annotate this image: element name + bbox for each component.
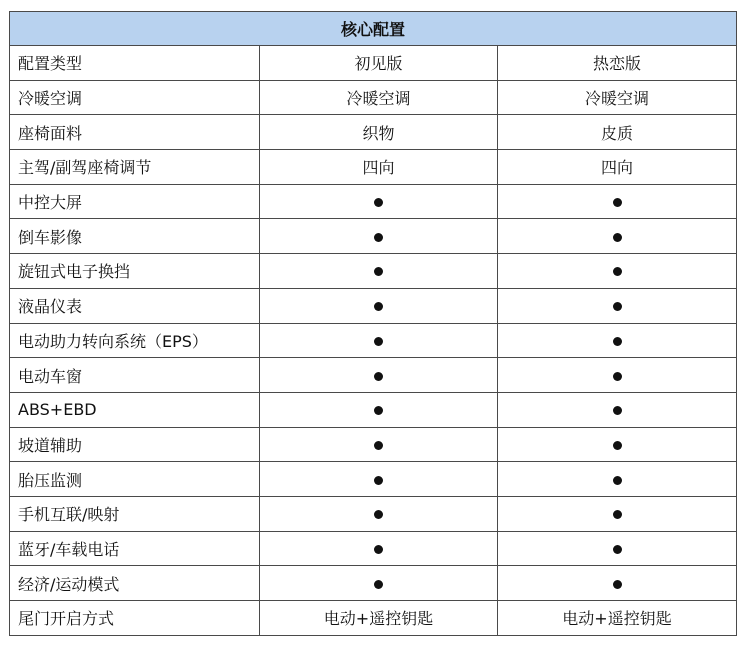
table-row: [10, 392, 737, 427]
value-relian: [498, 358, 737, 393]
included-dot-icon: [613, 510, 622, 519]
feature-name: 经济/运动模式: [10, 566, 260, 601]
table-body: [10, 46, 737, 636]
feature-name: 旋钮式电子换挡: [10, 254, 260, 289]
included-dot-icon: [374, 510, 383, 519]
included-dot-icon: [613, 302, 622, 311]
value-chujian: [260, 392, 498, 427]
included-dot-icon: [613, 337, 622, 346]
included-dot-icon: [374, 545, 383, 554]
value-relian: [498, 566, 737, 601]
feature-name: ABS+EBD: [10, 392, 260, 427]
value-chujian: 冷暖空调: [260, 80, 498, 115]
included-dot-icon: [374, 198, 383, 207]
value-chujian: [260, 219, 498, 254]
value-relian: [498, 531, 737, 566]
included-dot-icon: [613, 406, 622, 415]
core-config-table: [9, 11, 737, 636]
value-relian: [498, 323, 737, 358]
value-chujian: [260, 427, 498, 462]
included-dot-icon: [613, 441, 622, 450]
feature-name: 电动助力转向系统（EPS）: [10, 323, 260, 358]
value-relian: [498, 427, 737, 462]
included-dot-icon: [374, 302, 383, 311]
table-row: [10, 566, 737, 601]
feature-name: 坡道辅助: [10, 427, 260, 462]
table-row: [10, 288, 737, 323]
table-row: [10, 531, 737, 566]
feature-name: 胎压监测: [10, 462, 260, 497]
table-title: 核心配置: [10, 12, 737, 46]
table-row: [10, 254, 737, 289]
table-row: [10, 219, 737, 254]
feature-name: 电动车窗: [10, 358, 260, 393]
table-header-row: [10, 12, 737, 46]
included-dot-icon: [374, 233, 383, 242]
value-chujian: 初见版: [260, 46, 498, 81]
included-dot-icon: [374, 372, 383, 381]
table-row: [10, 462, 737, 497]
table-row: [10, 358, 737, 393]
value-relian: 冷暖空调: [498, 80, 737, 115]
feature-name: 倒车影像: [10, 219, 260, 254]
value-chujian: 四向: [260, 150, 498, 185]
included-dot-icon: [374, 580, 383, 589]
table-row: [10, 80, 737, 115]
included-dot-icon: [374, 267, 383, 276]
table-row: [10, 601, 737, 636]
value-relian: [498, 462, 737, 497]
value-chujian: [260, 254, 498, 289]
value-chujian: [260, 496, 498, 531]
included-dot-icon: [613, 198, 622, 207]
included-dot-icon: [613, 372, 622, 381]
value-relian: [498, 219, 737, 254]
value-chujian: [260, 288, 498, 323]
value-relian: [498, 184, 737, 219]
table-row: [10, 323, 737, 358]
value-chujian: [260, 531, 498, 566]
included-dot-icon: [374, 337, 383, 346]
included-dot-icon: [613, 233, 622, 242]
included-dot-icon: [613, 476, 622, 485]
feature-name: 主驾/副驾座椅调节: [10, 150, 260, 185]
value-chujian: [260, 323, 498, 358]
value-relian: [498, 496, 737, 531]
included-dot-icon: [374, 406, 383, 415]
feature-name: 冷暖空调: [10, 80, 260, 115]
value-chujian: [260, 566, 498, 601]
table-row: [10, 427, 737, 462]
feature-name: 液晶仪表: [10, 288, 260, 323]
table-row: [10, 115, 737, 150]
table-row: [10, 46, 737, 81]
feature-name: 中控大屏: [10, 184, 260, 219]
included-dot-icon: [613, 267, 622, 276]
feature-name: 尾门开启方式: [10, 601, 260, 636]
value-chujian: [260, 184, 498, 219]
value-relian: 电动+遥控钥匙: [498, 601, 737, 636]
value-chujian: 电动+遥控钥匙: [260, 601, 498, 636]
table-row: [10, 150, 737, 185]
included-dot-icon: [374, 476, 383, 485]
table-row: [10, 184, 737, 219]
table-row: [10, 496, 737, 531]
value-relian: [498, 392, 737, 427]
included-dot-icon: [613, 545, 622, 554]
included-dot-icon: [613, 580, 622, 589]
value-chujian: [260, 462, 498, 497]
included-dot-icon: [374, 441, 383, 450]
feature-name: 蓝牙/车载电话: [10, 531, 260, 566]
value-relian: 四向: [498, 150, 737, 185]
value-chujian: [260, 358, 498, 393]
value-chujian: 织物: [260, 115, 498, 150]
value-relian: [498, 288, 737, 323]
value-relian: [498, 254, 737, 289]
value-relian: 皮质: [498, 115, 737, 150]
value-relian: 热恋版: [498, 46, 737, 81]
feature-name: 手机互联/映射: [10, 496, 260, 531]
config-table-container: [9, 11, 736, 636]
feature-name: 座椅面料: [10, 115, 260, 150]
feature-name: 配置类型: [10, 46, 260, 81]
